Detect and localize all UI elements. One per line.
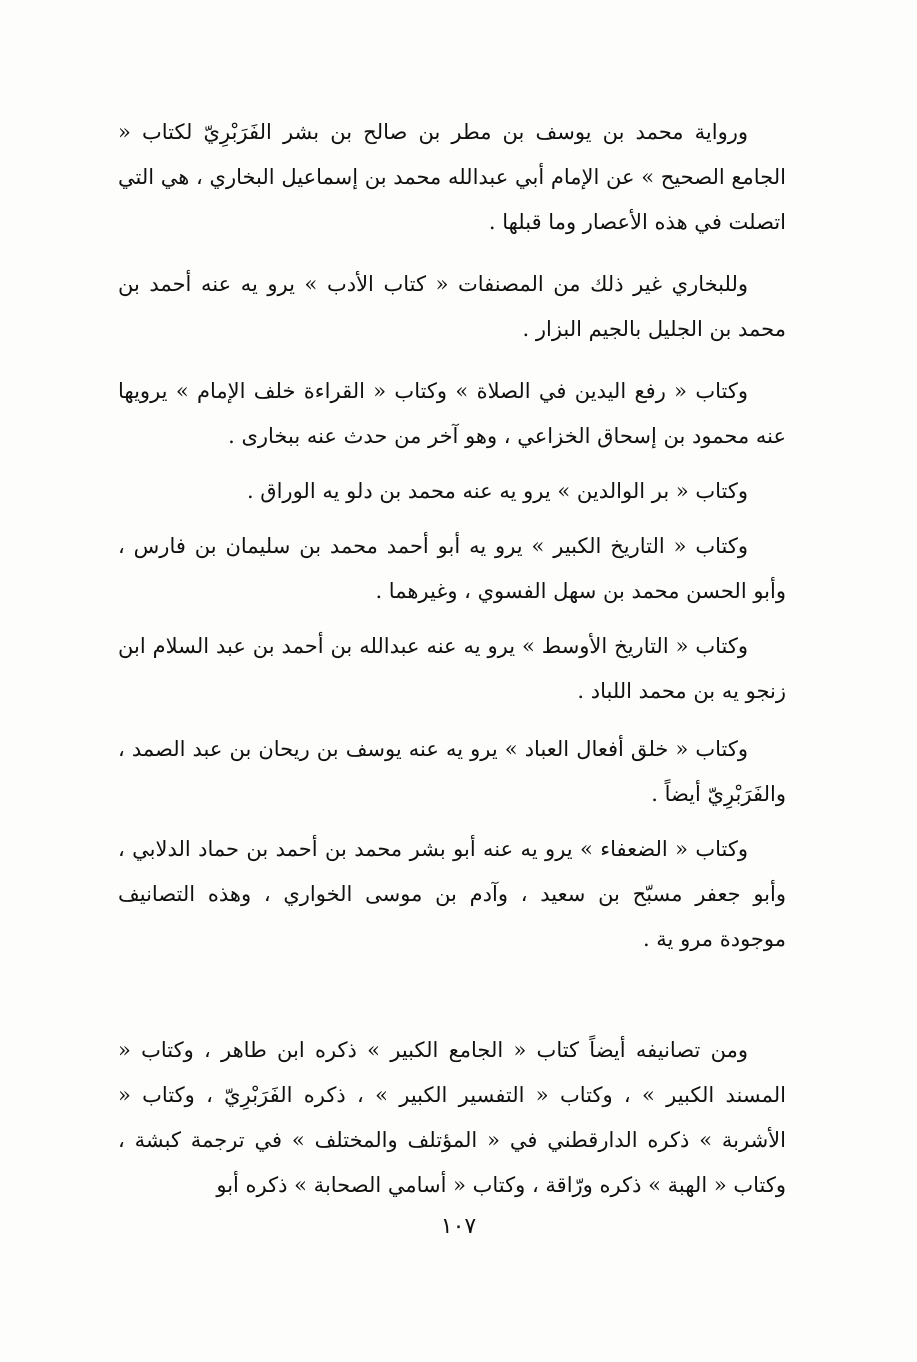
- paragraph-riwaya: ورواية محمد بن يوسف بن مطر بن صالح بن بشر الفَرَبْرِيّ لكتاب « الجامع الصحيح » عن الإمام أبي عبدالله محمد بن إسماعيل البخاري ، هي التي اتصلت في هذه الأعصار وما قبلها .: [118, 120, 786, 234]
- page-number: ١٠٧: [440, 1214, 477, 1239]
- paragraph-birr-al-walidayn: وكتاب « بر الوالدين » يرو يه عنه محمد بن دلو يه الوراق .: [246, 479, 748, 503]
- paragraph-tarikh-awsat: وكتاب « التاريخ الأوسط » يرو يه عنه عبدالله بن أحمد بن عبد السلام ابن زنجو يه بن محمد اللباد .: [118, 634, 786, 703]
- paragraph-khalq-afal: وكتاب « خلق أفعال العباد » يرو يه عنه يوسف بن ريحان بن عبد الصمد ، والفَرَبْرِيّ أيضاً .: [118, 737, 786, 806]
- paragraph-adab: وللبخاري غير ذلك من المصنفات « كتاب الأدب » يرو يه عنه أحمد بن محمد بن الجليل بالجيم البزار .: [118, 272, 786, 341]
- paragraph-tarikh-kabir: وكتاب « التاريخ الكبير » يرو يه أبو أحمد محمد بن سليمان بن فارس ، وأبو الحسن محمد بن سهل الفسوي ، وغيرهما .: [118, 534, 786, 603]
- paragraph-raf-al-yadayn: وكتاب « رفع اليدين في الصلاة » وكتاب « القراءة خلف الإمام » يرويها عنه محمود بن إسحاق الخزاعي ، وهو آخر من حدث عنه ببخارى .: [118, 379, 786, 448]
- paragraph-other-works: ومن تصانيفه أيضاً كتاب « الجامع الكبير » ذكره ابن طاهر ، وكتاب « المسند الكبير » ، وكتاب « التفسير الكبير » ، ذكره الفَرَبْرِيّ ، وكتاب « الأشربة » ذكره الدارقطني في « المؤتلف والمختلف » في ترجمة كبشة ، وكتاب « الهبة » ذكره ورّاقة ، وكتاب « أسامي الصحابة » ذكره أبو: [118, 1038, 786, 1197]
- text-body: [118, 110, 786, 1208]
- paragraph-duafa: وكتاب « الضعفاء » يرو يه عنه أبو بشر محمد بن أحمد بن حماد الدلابي ، وأبو جعفر مسبّح بن سعيد ، وآدم بن موسى الخواري ، وهذه التصانيف موجودة مرو ية .: [118, 837, 786, 951]
